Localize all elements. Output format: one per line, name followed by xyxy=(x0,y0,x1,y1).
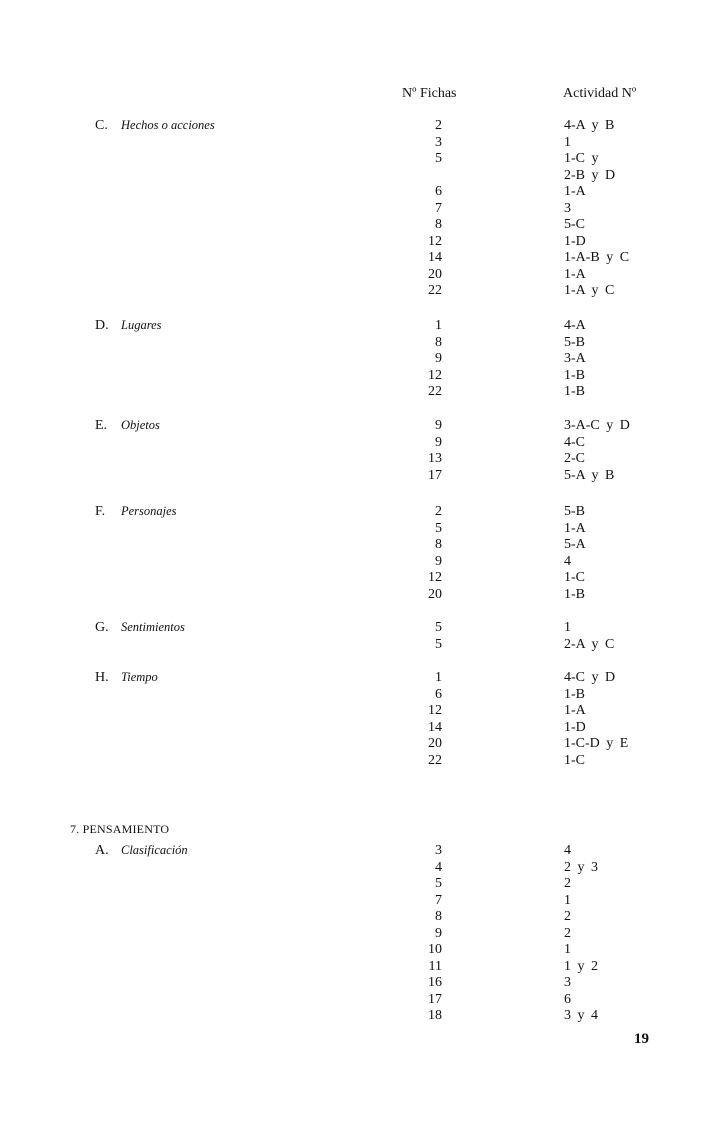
section-name: Tiempo xyxy=(121,670,158,684)
section-name: Clasificación xyxy=(121,843,188,857)
section-name: Personajes xyxy=(121,504,177,518)
ficha-number: 12 xyxy=(428,233,442,249)
actividad-entry: 1-A xyxy=(564,184,586,199)
ficha-number: 17 xyxy=(428,467,442,483)
ficha-number: 9 xyxy=(435,553,442,569)
ficha-number: 18 xyxy=(428,1008,442,1023)
ficha-number: 9 xyxy=(435,434,442,450)
actividad-column xyxy=(564,670,628,769)
actividad-entry: 6 xyxy=(564,991,571,1007)
actividad-entry: 2-C xyxy=(564,451,585,466)
actividad-entry: 1-D xyxy=(564,719,586,735)
section-name: Sentimientos xyxy=(121,620,185,634)
ficha-number: 14 xyxy=(428,250,442,265)
actividad-column xyxy=(564,620,614,653)
actividad-entry: 2 xyxy=(564,909,571,924)
ficha-number: 22 xyxy=(428,384,442,399)
ficha-number: 8 xyxy=(435,217,442,232)
ficha-number: 12 xyxy=(428,703,442,718)
section-title xyxy=(95,318,162,334)
actividad-entry: 2-B y D xyxy=(564,167,616,183)
actividad-entry: 1-B xyxy=(564,586,585,602)
actividad-entry: 4-C xyxy=(564,434,585,450)
actividad-entry: 4 xyxy=(564,553,571,569)
ficha-number: 5 xyxy=(435,151,442,166)
fichas-column xyxy=(411,620,442,653)
section-title xyxy=(95,418,160,434)
fichas-column xyxy=(411,504,442,603)
actividad-entry: 1 xyxy=(564,134,571,150)
actividad-entry: 1-C xyxy=(564,752,585,768)
section-letter: H. xyxy=(95,670,109,685)
column-header-fichas: Nº Fichas xyxy=(402,86,457,101)
ficha-number: 20 xyxy=(428,586,442,602)
section-title xyxy=(95,620,185,636)
actividad-entry: 3-A-C y D xyxy=(564,418,630,433)
actividad-entry: 5-B xyxy=(564,504,585,519)
column-header-actividad: Actividad Nº xyxy=(563,86,637,101)
actividad-column xyxy=(564,504,586,603)
ficha-number: 9 xyxy=(435,351,442,366)
section-letter: A. xyxy=(95,843,109,858)
ficha-number: 12 xyxy=(428,570,442,585)
actividad-entry: 1-B xyxy=(564,367,585,383)
actividad-entry: 2-A y C xyxy=(564,636,615,652)
ficha-number: 16 xyxy=(428,975,442,990)
section-letter: C. xyxy=(95,118,108,133)
ficha-number: 3 xyxy=(435,134,442,150)
section-letter: E. xyxy=(95,418,108,433)
actividad-column xyxy=(564,843,598,1025)
ficha-number: 1 xyxy=(435,670,442,685)
actividad-entry: 3 y 4 xyxy=(564,1008,598,1023)
section-title xyxy=(95,504,177,520)
actividad-entry: 1-C y xyxy=(564,151,599,166)
section-letter: F. xyxy=(95,504,106,519)
actividad-entry: 4 xyxy=(564,843,571,858)
ficha-number: 9 xyxy=(435,418,442,433)
actividad-entry: 1-C-D y E xyxy=(564,736,629,751)
actividad-entry: 2 xyxy=(564,925,571,941)
actividad-entry: 3 xyxy=(564,200,571,216)
ficha-number: 6 xyxy=(435,184,442,199)
actividad-entry: 5-A y B xyxy=(564,467,615,483)
ficha-number: 12 xyxy=(428,367,442,383)
actividad-column xyxy=(564,318,586,401)
ficha-number: 10 xyxy=(428,942,442,957)
section-letter: D. xyxy=(95,318,109,333)
actividad-entry: 5-B xyxy=(564,334,585,350)
fichas-column xyxy=(411,843,442,1025)
actividad-entry: 1 xyxy=(564,892,571,908)
actividad-entry: 1 xyxy=(564,620,571,635)
actividad-entry: 2 xyxy=(564,876,571,891)
actividad-entry: 1-B xyxy=(564,384,585,399)
actividad-entry: 4-C y D xyxy=(564,670,616,685)
actividad-entry: 5-C xyxy=(564,217,585,232)
ficha-number: 7 xyxy=(435,892,442,908)
section-title xyxy=(95,670,158,686)
ficha-number: 20 xyxy=(428,736,442,751)
section-title xyxy=(95,843,188,859)
actividad-entry: 3-A xyxy=(564,351,586,366)
actividad-entry: 2 y 3 xyxy=(564,859,598,875)
actividad-entry: 1-A xyxy=(564,266,586,282)
ficha-number: 17 xyxy=(428,991,442,1007)
section-name: Objetos xyxy=(121,418,160,432)
actividad-entry: 1 xyxy=(564,942,571,957)
ficha-number: 1 xyxy=(435,318,442,333)
actividad-entry: 4-A xyxy=(564,318,586,333)
actividad-entry: 1-C xyxy=(564,570,585,585)
actividad-entry: 3 xyxy=(564,975,571,990)
ficha-number: 4 xyxy=(435,859,442,875)
ficha-number: 11 xyxy=(428,958,442,974)
actividad-entry: 1-A-B y C xyxy=(564,250,630,265)
page-number: 19 xyxy=(634,1031,649,1047)
group-title: 7. PENSAMIENTO xyxy=(70,822,170,836)
actividad-column xyxy=(564,118,629,300)
section-name: Hechos o acciones xyxy=(121,118,215,132)
actividad-entry: 1-A y C xyxy=(564,283,615,298)
ficha-number: 6 xyxy=(435,686,442,702)
ficha-number: 13 xyxy=(428,451,442,466)
section-title xyxy=(95,118,215,134)
ficha-number: 7 xyxy=(435,200,442,216)
ficha-number: 14 xyxy=(428,719,442,735)
fichas-column xyxy=(411,118,442,300)
section-letter: G. xyxy=(95,620,109,635)
fichas-column xyxy=(411,318,442,401)
ficha-number: 8 xyxy=(435,537,442,552)
actividad-column xyxy=(564,418,630,484)
actividad-entry: 1-D xyxy=(564,233,586,249)
actividad-entry: 1-B xyxy=(564,686,585,702)
ficha-number: 5 xyxy=(435,520,442,536)
ficha-number: 2 xyxy=(435,118,442,133)
ficha-number: 5 xyxy=(435,620,442,635)
section-name: Lugares xyxy=(121,318,162,332)
ficha-number: 8 xyxy=(435,909,442,924)
actividad-entry: 5-A xyxy=(564,537,586,552)
ficha-number: 5 xyxy=(435,636,442,652)
actividad-entry: 1-A xyxy=(564,520,586,536)
ficha-number: 8 xyxy=(435,334,442,350)
ficha-number: 5 xyxy=(435,876,442,891)
fichas-column xyxy=(411,670,442,769)
ficha-number: 9 xyxy=(435,925,442,941)
ficha-number: 22 xyxy=(428,752,442,768)
ficha-number: 20 xyxy=(428,266,442,282)
actividad-entry: 1 y 2 xyxy=(564,958,598,974)
actividad-entry: 1-A xyxy=(564,703,586,718)
ficha-number: 22 xyxy=(428,283,442,298)
fichas-column xyxy=(411,418,442,484)
ficha-number: 3 xyxy=(435,843,442,858)
actividad-entry: 4-A y B xyxy=(564,118,615,133)
ficha-number: 2 xyxy=(435,504,442,519)
ficha-number xyxy=(411,168,442,185)
